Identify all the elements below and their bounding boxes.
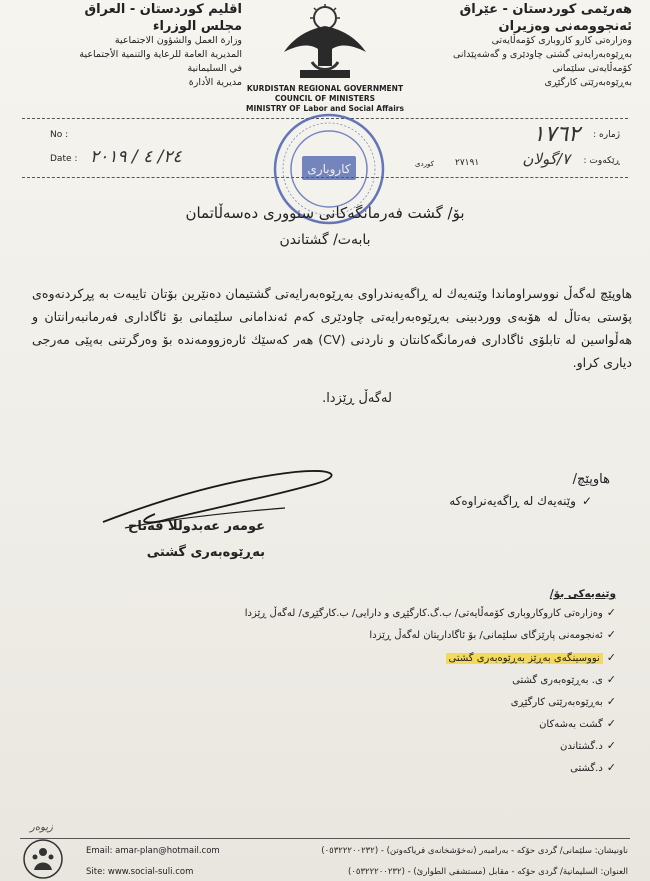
header-kurdish-line2: ئەنجوومەنی وەزیران — [498, 19, 632, 34]
cc-item-label: گشت بەشەكان — [539, 719, 603, 730]
cc-item — [560, 739, 616, 752]
footer-divider — [20, 838, 630, 839]
header-arabic-line2: مجلس الوزراء — [152, 19, 242, 34]
cc-item — [511, 695, 616, 708]
date-kurdish-month: ٧/گولان — [522, 150, 570, 168]
header-kurdish-sub: بەڕێوەبەرێتی كارگێڕی — [544, 77, 632, 88]
cc-item-label: ی. بەڕێوەبەری گشتی — [512, 675, 603, 686]
ministry-logo-icon — [22, 838, 64, 880]
cc-title: وێنەیەكی بۆ/ — [549, 588, 616, 600]
stamp-text: كاروباری — [307, 162, 351, 176]
check-icon: ✓ — [606, 739, 616, 752]
handwritten-note: زیوەر — [30, 822, 53, 833]
header-kurdish-line1: هەرێمی كوردستان - عێراق — [459, 2, 632, 17]
document-title: بۆ/ گشت فەرمانگەكانی سنووری دەسەڵاتمان — [185, 204, 465, 222]
cc-item-label: ئەنجومەنی پارێزگای سلێمانی/ بۆ ئاگاداریتان لەگەڵ ڕێزدا — [369, 630, 603, 641]
number-value: ١٧٦٢ — [532, 122, 580, 147]
attachment-item — [449, 494, 592, 508]
header-kurdish-sub: بەڕێوەبەرایەتی گشتی چاودێری و گەشەپێدانی — [452, 49, 632, 60]
check-icon: ✓ — [606, 717, 616, 730]
number-label: ژمارە : — [593, 130, 620, 140]
signer-name: عومەر عەبدوللا فەتاح — [127, 519, 265, 534]
footer-email: Email: amar-plan@hotmail.com — [86, 846, 220, 856]
header-english — [200, 84, 450, 114]
header-arabic-sub: المديرية العامة للرعاية والتنمية الأجتماعية — [79, 49, 242, 60]
check-icon: ✓ — [606, 651, 616, 664]
document-body: هاوپێچ لەگەڵ نووسراوماندا وێنەیەك لە ڕاگەیەندراوی بەڕێوەبەرایەتی گشتیمان دەنێرین بۆتان تایبەت بە پڕكردنەوەی پۆستی بەتاڵ لە هۆبەی ووردبینی بەڕێوەبەرایەتی چاودێری كەم ئەندامانی سلێمانی بۆ ئاگاداری فەرمانبەرانتان و هەڵواسین لە تابلۆی ئاگاداری فەرمانگەكانتان و ناردنی (CV) هەر كەسێك ئارەزوومەندە بۆ وەرگرتنی بەپێی مەرجی دیاری كراو. — [32, 286, 632, 370]
cc-item — [570, 761, 616, 774]
date-value: ٢٤/ ٤ / ٢٠١٩ — [90, 147, 182, 167]
header-english-line: COUNCIL OF MINISTERS — [274, 94, 376, 103]
date-label: Date : — [50, 154, 78, 164]
document-subject: بابەت/ گشتاندن — [279, 232, 371, 248]
cc-item — [446, 651, 616, 664]
check-icon: ✓ — [606, 673, 616, 686]
cc-item-label: بەڕێوەبەرێتی كارگێڕی — [510, 697, 603, 708]
no-label: No : — [50, 130, 69, 140]
check-icon: ✓ — [606, 606, 616, 619]
date-kurdish-value: ٢٧١٩١ — [455, 158, 480, 168]
header-kurdish — [453, 2, 632, 90]
krg-emblem-icon — [270, 4, 380, 82]
header-english-line: MINISTRY OF Labor and Social Affairs — [246, 104, 404, 113]
cc-item — [369, 628, 616, 641]
header-arabic-sub: مديرية الأدارة — [188, 77, 242, 88]
header-arabic-line1: اقليم كوردستان - العراق — [84, 2, 242, 17]
header-kurdish-sub: وەزارەتی كارو كاروباری كۆمەڵایەتی — [491, 35, 632, 46]
cc-item-label: وەزارەتی كاروكاروباری كۆمەڵایەتی/ ب.گ.كارگێڕی و دارایی/ ب.كارگێڕی/ لەگەڵ ڕێزدا — [244, 608, 603, 619]
footer-address-kurdish: ناونیشان: سلێمانی/ گردی حۆكە - بەرامبەر (نەخۆشخانەی فریاكەوتن) - (٠٥٣٢٢٢٠٠٢٣٢) — [321, 846, 628, 856]
date-kurdish-label: ڕێكەوت : — [583, 156, 620, 166]
header-english-line: KURDISTAN REGIONAL GOVERNMENT — [246, 84, 404, 93]
footer-site: Site: www.social-suli.com — [86, 867, 194, 877]
kurdish-calendar-label: كوردی — [415, 160, 434, 168]
header-kurdish-sub: كۆمەڵایەتی سلێمانی — [552, 63, 632, 74]
footer-address-arabic: العنوان: السليمانية/ گردی حۆكە - مقابل (مستشفى الطوارئ) - (٠٥٣٢٢٢٠٠٢٣٢) — [348, 867, 628, 877]
attachment-item-label: وێنەیەك لە ڕاگەیەنراوەكە — [449, 494, 576, 508]
cc-item — [512, 673, 616, 686]
check-icon: ✓ — [606, 628, 616, 641]
header-arabic-sub: في السليمانية — [187, 63, 242, 74]
cc-item-label: د.گشتی — [570, 763, 603, 774]
check-icon: ✓ — [581, 494, 592, 508]
regards-line: لەگەڵ ڕێزدا. — [322, 391, 392, 406]
header-arabic-sub: وزارة العمل والشؤون الاجتماعية — [114, 35, 242, 46]
check-icon: ✓ — [606, 761, 616, 774]
check-icon: ✓ — [606, 695, 616, 708]
signer-position: بەڕێوەبەری گشتی — [146, 545, 265, 560]
cc-item — [245, 606, 616, 619]
cc-item-label-highlighted: نووسینگەی بەڕێز بەڕێوەبەری گشتی — [446, 653, 603, 664]
header-arabic — [22, 2, 242, 90]
cc-item — [539, 717, 616, 730]
attachments-title: هاوپێچ/ — [572, 472, 610, 487]
cc-item-label: د.گشتاندن — [560, 741, 603, 752]
